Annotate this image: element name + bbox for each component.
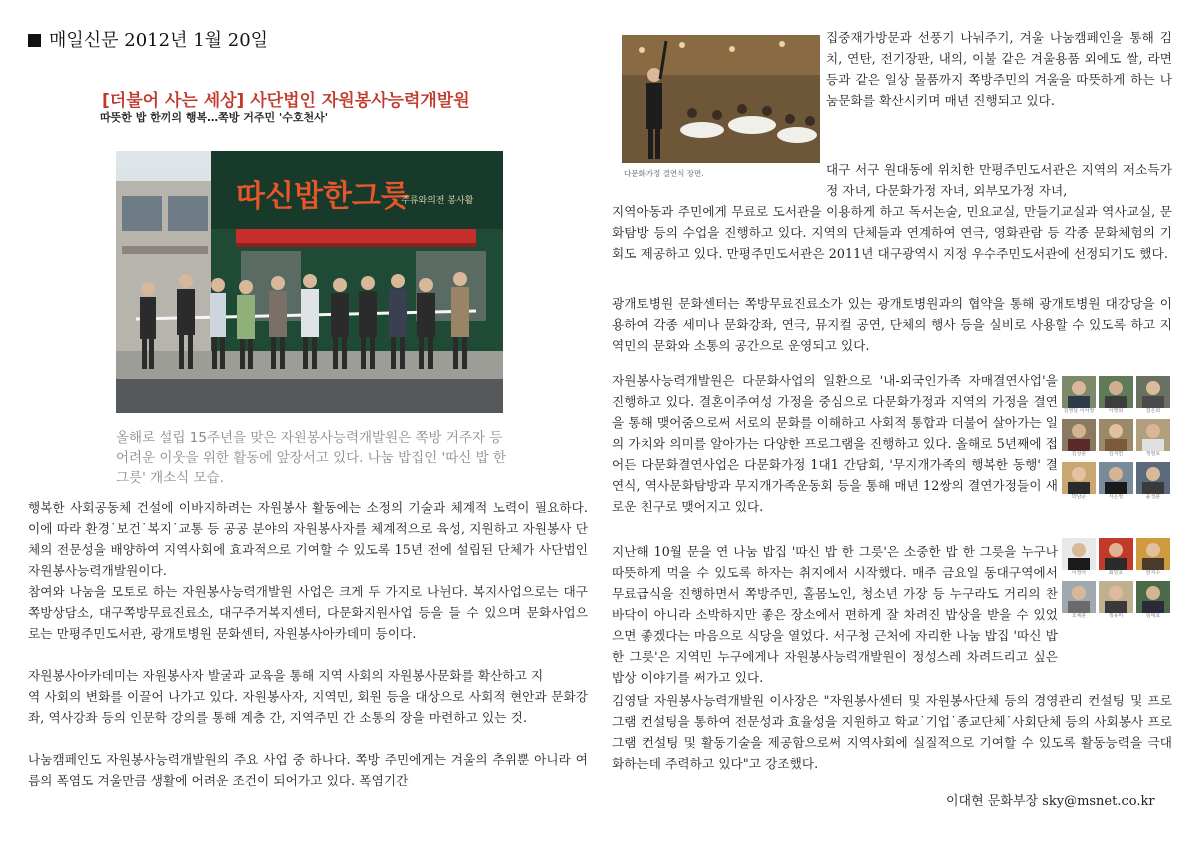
portrait-name: 윤성훈 <box>1145 494 1161 500</box>
portrait-photo <box>1136 581 1170 613</box>
portrait-grid-top <box>1062 376 1172 501</box>
paragraph-winter-campaign: 집중재가방문과 선풍기 나눠주기, 겨울 나눔캠페인을 통해 김치, 연탄, 전기장판, 내의, 이불 같은 겨울용품 외에도 쌀, 라면 등과 같은 일상 물품까지 쪽방주민의 겨울을 따뜻하게 하는 나눔문화를 확산시키며 매년 진행되고 있다. <box>826 30 1172 108</box>
paragraph-culture-center: 광개토병원 문화센터는 쪽방무료진료소가 있는 광개토병원과의 협약을 통해 광개토병원 대강당을 이용하여 각종 세미나 문화강좌, 연극, 뮤지컬 공연, 단체의 행사 등을 실비로 사용할 수 있도록 하고 지역민의 문화와 소통의 공간으로 운영되고 있다. <box>612 296 1172 353</box>
portrait-photo <box>1062 581 1096 613</box>
portrait-photo <box>1099 538 1133 570</box>
portrait-name: 정유미 <box>1108 613 1124 619</box>
paragraph-sisterhood: 자원봉사능력개발원은 다문화사업의 일환으로 '내-외국인가족 자매결연사업'을 진행하고 있다. 결혼이주여성 가정을 중심으로 다문화가정과 지역의 가정을 결연을 통해 맺어줌으로써 서로의 문화를 이해하고 사회적 통합과 더불어 살아가는 일의 가치와 의미를 알아가는 다양한 프로그램을 진행하고 있다. 올해로 5년째에 접어든 다문화결연사업은 다문화가정 1대1 간담회, '무지개가족의 행복한 동행' 결연식, 역사문화탐방과 무지개가족운동회 등을 통해 매년 12쌍의 결연가정들이 새로운 친구로 맺어지고 있다. <box>612 373 1058 514</box>
portrait-name: 임태호 <box>1145 613 1161 619</box>
portrait <box>1099 419 1133 458</box>
paragraph-programs: 참여와 나눔을 모토로 하는 자원봉사능력개발원 사업은 크게 두 가지로 나뉜다. 복지사업으로는 대구쪽방상담소, 대구쪽방무료진료소, 대구주거복지센터, 다문화지원사업 등을 들 수 있으며 문화사업으로는 만평주민도서관, 광개토병원 문화센터, 자원봉사아카데미 등이다. <box>28 584 588 641</box>
portrait <box>1099 462 1133 501</box>
portrait-name: 이영희 <box>1108 408 1124 414</box>
opening-ceremony-illustration <box>116 151 503 413</box>
paragraph-library-start: 대구 서구 원대동에 위치한 만평주민도서관은 지역의 저소득가정 자녀, 다문화가정 자녀, 외부모가정 자녀, <box>826 162 1172 198</box>
portrait <box>1136 462 1170 501</box>
portrait-photo <box>1136 538 1170 570</box>
paragraph-intro: 행복한 사회공동체 건설에 이바지하려는 자원봉사 활동에는 소정의 기술과 체계적 노력이 필요하다. 이에 따라 환경˙보건˙복지˙교통 등 공공 분야의 자원봉사자를 체계적으로 육성, 지원하고 자원봉사 단체의 전문성을 배양하여 지역사회에 효과적으로 기여할 수 있도록 15년 전에 설립된 단체가 사단법인 자원봉사능력개발원이다. <box>28 500 588 578</box>
opening-ceremony-photo <box>116 151 503 413</box>
store-sign-right: 주류와의전 봉사활 <box>401 196 474 206</box>
portrait-name: 정현호 <box>1145 451 1161 457</box>
paragraph-restaurant: 지난해 10월 문을 연 나눔 밥집 '따신 밥 한 그릇'은 소중한 밥 한 그릇을 누구나 따뜻하게 먹을 수 있도록 하자는 취지에서 시작했다. 매주 금요일 동대구역에서 무료급식을 진행하면서 쪽방주민, 홀몸노인, 청소년 가장 등 누구라도 거리의 찬 바닥이 아니라 소박하지만 좋은 장소에서 편하게 잘 차려진 밥상을 받을 수 있었으면 좋겠다는 마음으로 식당을 열었다. 서구청 근처에 자리한 나눔 밥집 '따신 밥 한 그릇'은 지역민 누구에게나 자원봉사능력개발원이 정성스레 차려드리고 싶은 밥상 이야기를 써가고 있다. <box>612 544 1058 685</box>
portrait <box>1136 419 1170 458</box>
portrait <box>1062 538 1096 577</box>
portrait-photo <box>1136 419 1170 451</box>
portrait-name: 김영달 이사장 <box>1063 408 1095 414</box>
portrait-name: 이정아 <box>1071 570 1087 576</box>
portrait-name: 오세훈 <box>1071 613 1087 619</box>
portrait-photo <box>1062 462 1096 494</box>
portrait <box>1136 376 1170 415</box>
portrait-name: 박남준 <box>1071 494 1087 500</box>
paragraph-library-cont: 지역아동과 주민에게 무료로 도서관을 이용하게 하고 독서논술, 민요교실, 만들기교실과 역사교실, 문화탐방 등의 수업을 진행하고 있다. 지역의 단체들과 연계하여 연극, 영화관람 등 각종 문화체험의 기회도 제공하고 있다. 만평주민도서관은 2011년 대구광역시 지정 우수주민도서관에 선정되기도 했다. <box>612 204 1172 261</box>
article-subtitle: 따뜻한 밥 한끼의 행복…쪽방 거주민 '수호천사' <box>100 111 329 124</box>
paragraph-chairman-quote: 김영달 자원봉사능력개발원 이사장은 "자원봉사센터 및 자원봉사단체 등의 경영관리 컨설팅 및 프로그램 컨설팅을 통하여 전문성과 효율성을 지원하고 학교˙기업˙종교단체˙사회단체 등의 사회봉사 프로그램 컨설팅 및 활동기술을 제공함으로써 지역사회에 실질적으로 기여할 수 있도록 활동능력을 극대화하는데 주력하고 있다"고 강조했다. <box>612 693 1172 771</box>
portrait-grid-bottom <box>1062 538 1172 620</box>
portrait <box>1099 376 1133 415</box>
portrait <box>1062 376 1096 415</box>
portrait-name: 한지수 <box>1145 570 1161 576</box>
portrait <box>1062 581 1096 620</box>
paragraph-academy-line1: 자원봉사아카데미는 자원봉사자 발굴과 교육을 통해 지역 사회의 자원봉사문화를 확산하고 지 <box>28 668 544 683</box>
ceremony-illustration <box>622 35 820 163</box>
square-bullet-icon <box>28 34 41 47</box>
paragraph-campaign: 나눔캠페인도 자원봉사능력개발원의 주요 사업 중 하나다. 쪽방 주민에게는 겨울의 추위뿐 아니라 여름의 폭염도 겨울만큼 생활에 어려운 조건이 되어가고 있다. 폭염기간 <box>28 752 588 788</box>
portrait-photo <box>1062 376 1096 408</box>
paragraph-academy-cont: 역 사회의 변화를 이끌어 나가고 있다. 자원봉사자, 지역민, 회원 등을 대상으로 사회적 현안과 문화강좌, 역사강좌 등의 인문학 강의를 통해 계층 간, 지역주민 간 소통의 장을 마련하고 있는 것. <box>28 689 588 725</box>
store-sign-text: 따신밥한그릇 <box>236 179 410 214</box>
portrait <box>1062 419 1096 458</box>
portrait <box>1099 538 1133 577</box>
portrait <box>1099 581 1133 620</box>
portrait <box>1136 581 1170 620</box>
main-photo-caption: 올해로 설립 15주년을 맞은 자원봉사능력개발원은 쪽방 거주자 등 어려운 이웃을 위한 활동에 앞장서고 있다. 나눔 밥집인 '따신 밥 한 그릇' 개소식 모습. <box>116 430 506 486</box>
portrait-photo <box>1062 538 1096 570</box>
portrait-name: 최민호 <box>1108 570 1124 576</box>
multicultural-ceremony-photo <box>622 35 820 163</box>
portrait-name: 서은영 <box>1108 494 1124 500</box>
left-column <box>28 497 588 791</box>
portrait-photo <box>1099 419 1133 451</box>
portrait-name: 김지연 <box>1108 451 1124 457</box>
portrait-photo <box>1099 462 1133 494</box>
article-title: [더불어 사는 세상] 사단법인 자원봉사능력개발원 <box>102 91 470 111</box>
portrait-name: 김은희 <box>1145 408 1161 414</box>
portrait-name: 김상훈 <box>1071 451 1087 457</box>
portrait-photo <box>1136 462 1170 494</box>
article-byline: 이대현 문화부장 sky@msnet.co.kr <box>946 794 1155 809</box>
portrait-photo <box>1099 376 1133 408</box>
portrait-photo <box>1062 419 1096 451</box>
portrait-photo <box>1099 581 1133 613</box>
newspaper-source-header <box>28 26 268 52</box>
small-photo-caption: 다문화가정 결연식 장면. <box>624 169 704 178</box>
source-date: 매일신문 2012년 1월 20일 <box>49 30 269 51</box>
portrait <box>1062 462 1096 501</box>
portrait-photo <box>1136 376 1170 408</box>
portrait <box>1136 538 1170 577</box>
